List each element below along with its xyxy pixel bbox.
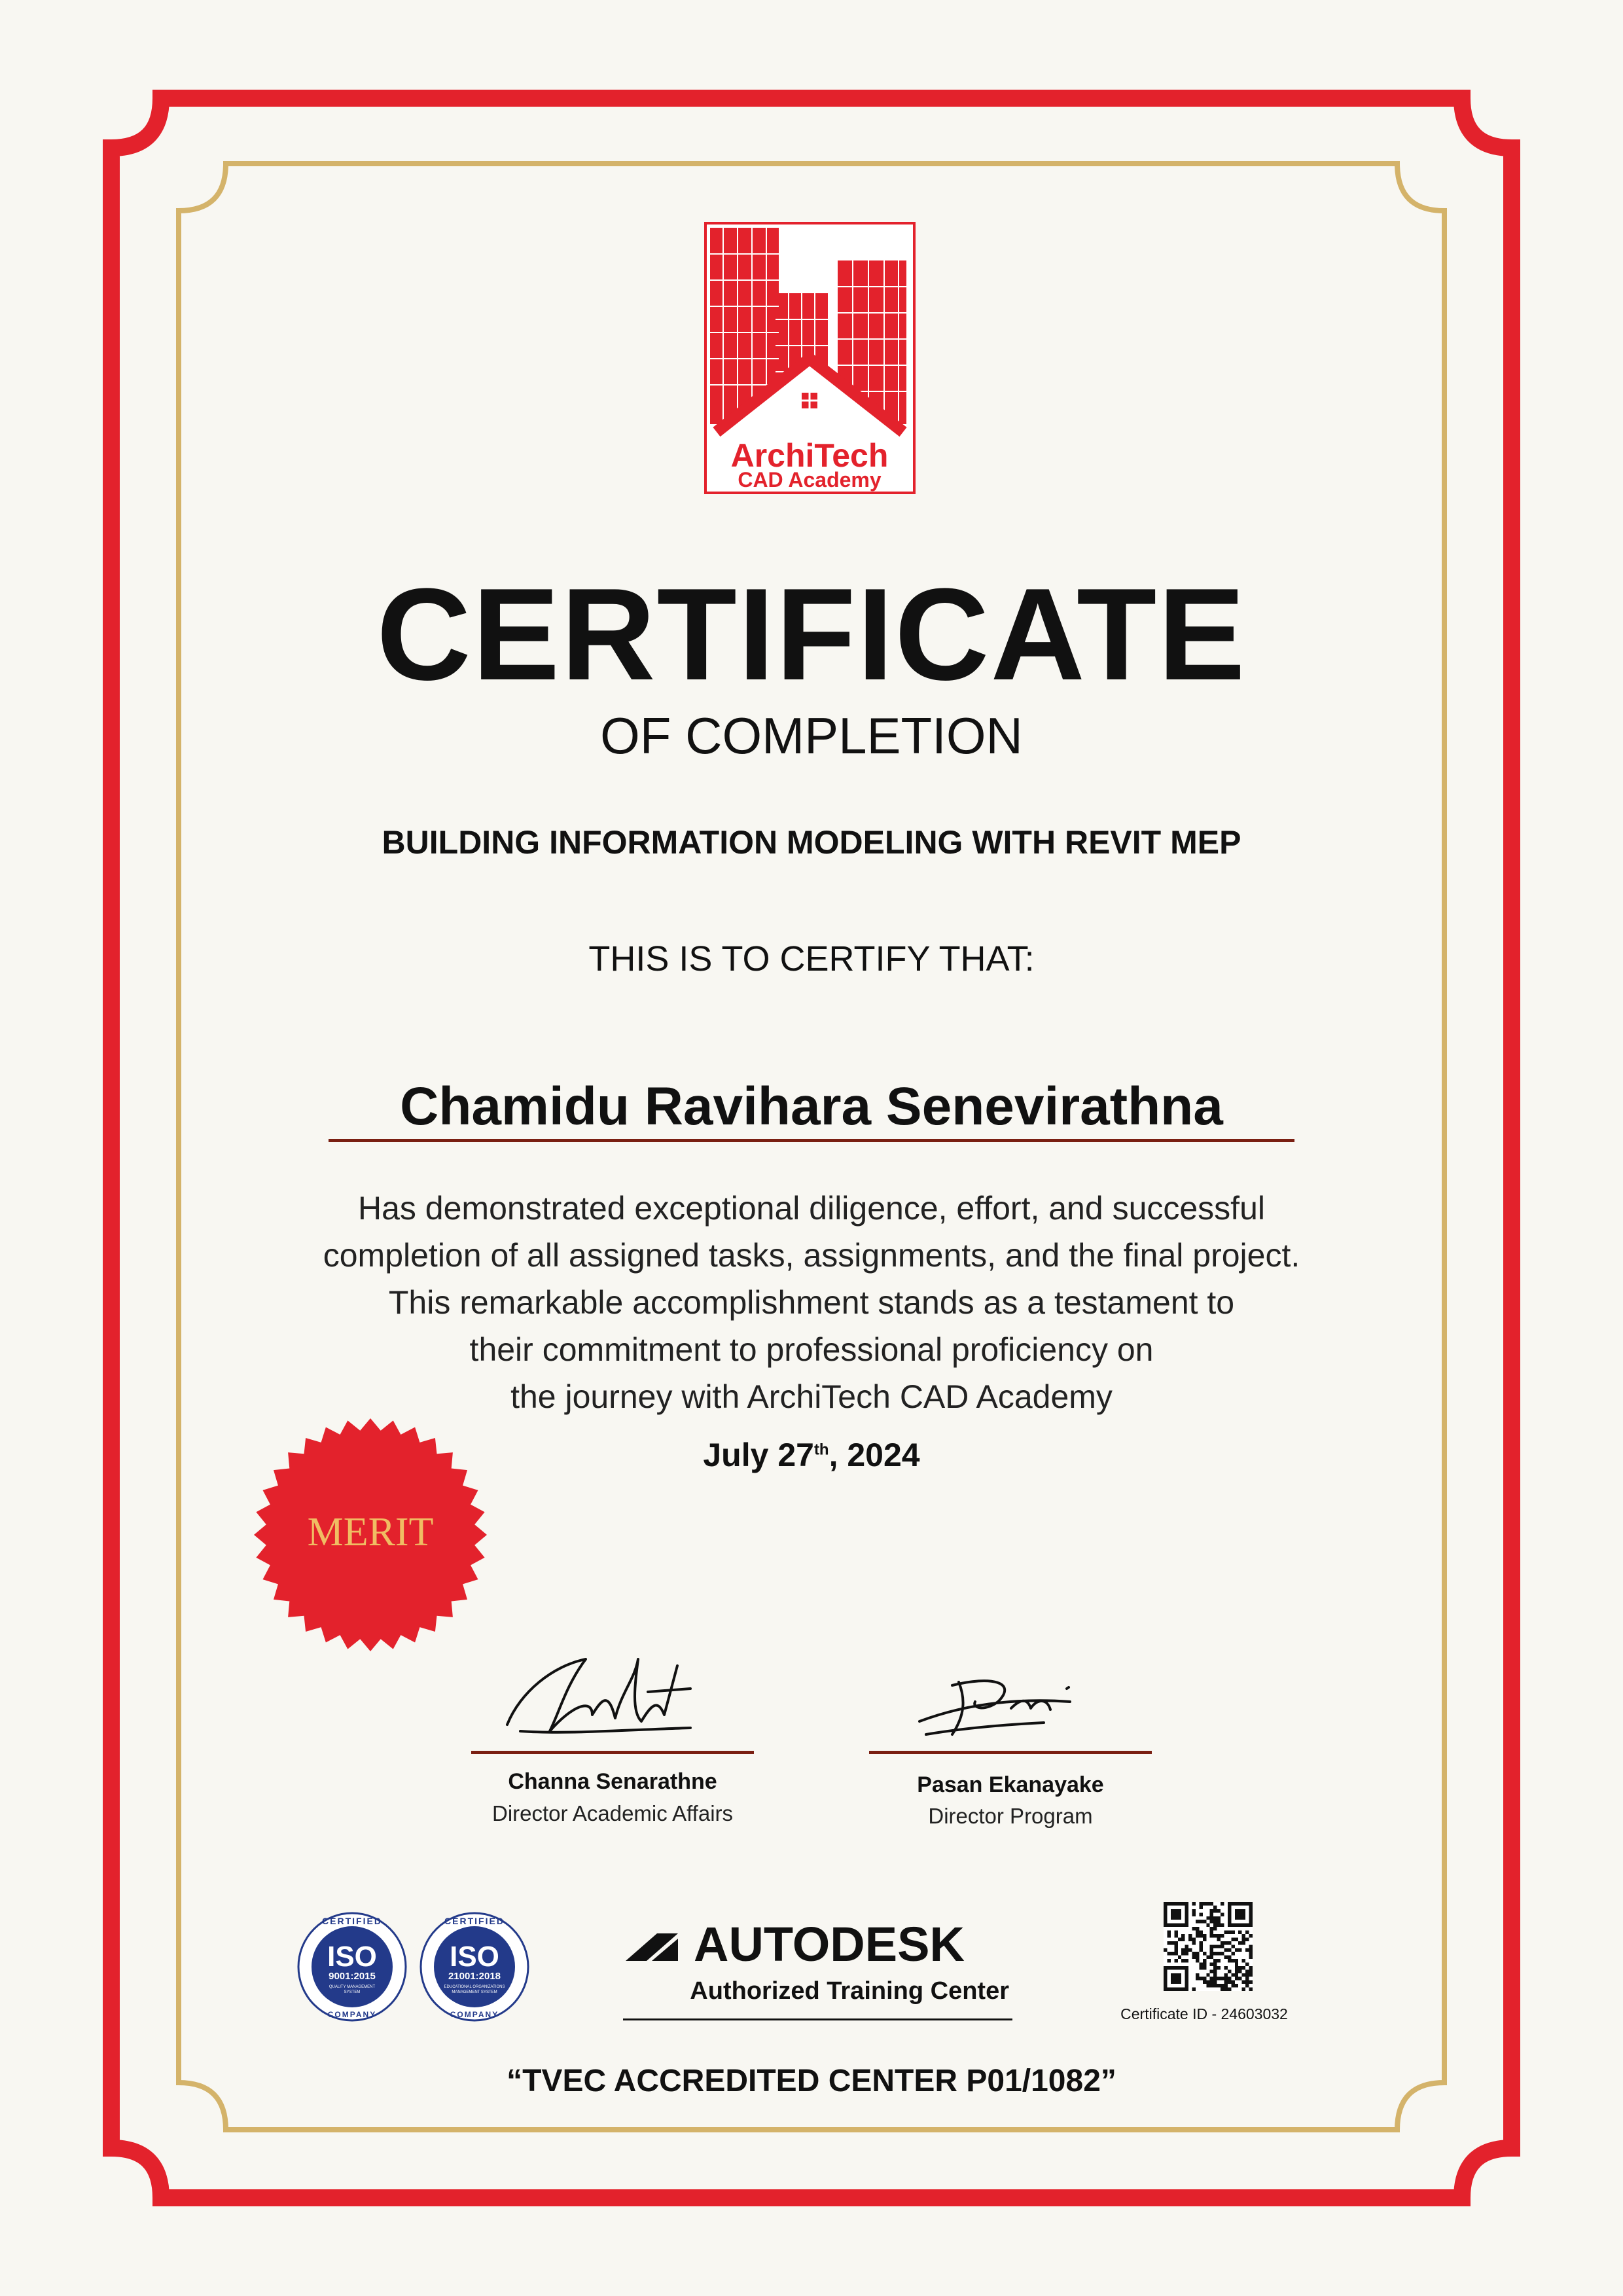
iso-9001-badge	[296, 1911, 408, 2022]
date-year: , 2024	[829, 1437, 920, 1473]
recipient-underline	[329, 1139, 1294, 1142]
signature-pasan	[913, 1662, 1109, 1748]
certificate-id: Certificate ID - 24603032	[1120, 2005, 1288, 2022]
autodesk-brand: AUTODESK	[694, 1917, 965, 1971]
academy-logo	[704, 221, 916, 495]
signatory-name-1: Channa Senarathne	[508, 1769, 717, 1794]
svg-text:SYSTEM: SYSTEM	[344, 1990, 361, 1994]
signature-line-2	[869, 1751, 1152, 1754]
certificate-subtitle: OF COMPLETION	[600, 707, 1023, 764]
autodesk-tagline: Authorized Training Center	[690, 1977, 1009, 2005]
description-line: their commitment to professional proficiency on	[469, 1331, 1154, 1368]
description-line: completion of all assigned tasks, assignments, and the final project.	[323, 1237, 1300, 1274]
svg-text:ISO: ISO	[327, 1941, 377, 1973]
date-main: July 27	[703, 1437, 814, 1473]
merit-seal-text: MERIT	[307, 1510, 434, 1554]
iso-21001-badge	[419, 1911, 530, 2022]
svg-text:COMPANY: COMPANY	[327, 2010, 377, 2019]
svg-text:QUALITY MANAGEMENT: QUALITY MANAGEMENT	[329, 1985, 376, 1989]
date-suffix: th	[813, 1441, 829, 1459]
signatory-role-2: Director Program	[928, 1804, 1093, 1828]
signature-line-1	[471, 1751, 754, 1754]
signatory-role-1: Director Academic Affairs	[491, 1801, 734, 1825]
svg-text:21001:2018: 21001:2018	[448, 1971, 501, 1982]
description-line: the journey with ArchiTech CAD Academy	[510, 1378, 1113, 1415]
autodesk-atc-logo	[623, 1914, 1012, 2025]
logo-text-line2: CAD Academy	[738, 468, 882, 492]
svg-text:EDUCATIONAL ORGANIZATIONS: EDUCATIONAL ORGANIZATIONS	[444, 1985, 505, 1989]
logo-text-line1: ArchiTech	[730, 437, 889, 474]
svg-text:MANAGEMENT SYSTEM: MANAGEMENT SYSTEM	[452, 1990, 497, 1994]
achievement-description	[0, 1185, 1623, 1420]
svg-text:9001:2015: 9001:2015	[329, 1971, 376, 1982]
svg-text:CERTIFIED: CERTIFIED	[322, 1916, 382, 1926]
recipient-name: Chamidu Ravihara Senevirathna	[400, 1077, 1223, 1136]
certificate-title: CERTIFICATE	[376, 562, 1247, 708]
svg-text:ISO: ISO	[450, 1941, 499, 1973]
completion-date	[0, 1439, 1623, 1471]
qr-code-icon	[1164, 1902, 1253, 1991]
description-line: This remarkable accomplishment stands as a testament to	[388, 1284, 1235, 1321]
autodesk-mark-icon	[626, 1933, 678, 1961]
certify-statement: THIS IS TO CERTIFY THAT:	[588, 939, 1035, 978]
description-line: Has demonstrated exceptional diligence, effort, and successful	[358, 1190, 1265, 1227]
course-name: BUILDING INFORMATION MODELING WITH REVIT MEP	[382, 824, 1241, 861]
accreditation-statement: “TVEC ACCREDITED CENTER P01/1082”	[507, 2064, 1116, 2098]
svg-text:CERTIFIED: CERTIFIED	[444, 1916, 505, 1926]
signature-channa	[494, 1653, 704, 1751]
signatory-name-2: Pasan Ekanayake	[917, 1772, 1104, 1797]
svg-text:COMPANY: COMPANY	[450, 2010, 499, 2019]
